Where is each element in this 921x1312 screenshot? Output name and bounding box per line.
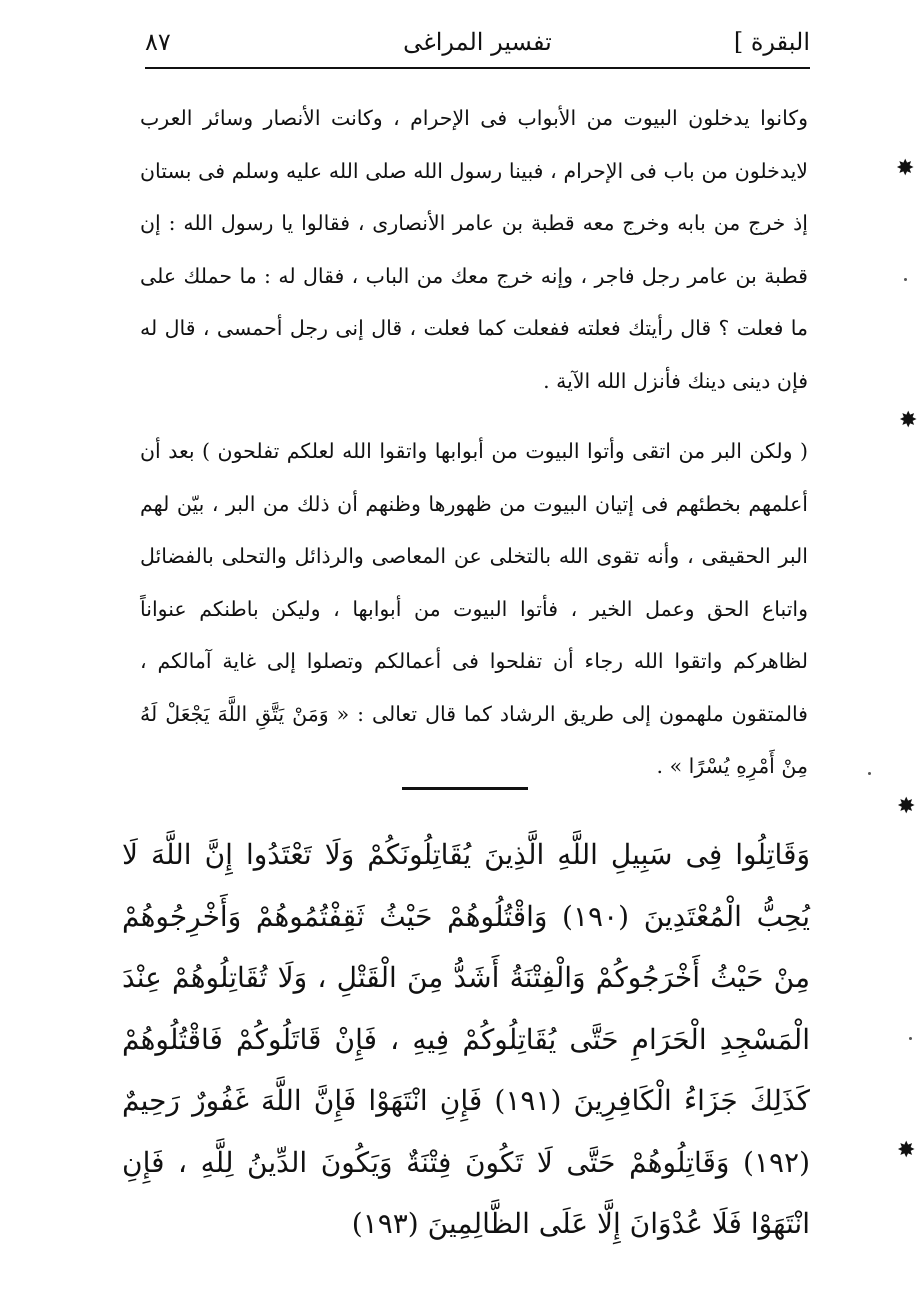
binding-hole-mark: ✸: [897, 1138, 916, 1163]
section-divider: [402, 787, 528, 790]
binding-hole-mark: ✸: [899, 408, 918, 433]
paper-speck: [904, 278, 907, 281]
paper-speck: [909, 1037, 912, 1040]
page-header: [145, 26, 810, 66]
page-number: ٨٧: [145, 28, 171, 56]
book-title: تفسير المراغى: [403, 28, 552, 56]
surah-name: البقرة ]: [733, 28, 810, 56]
paper-speck: [868, 772, 871, 775]
binding-hole-mark: ✸: [897, 794, 916, 819]
header-divider: [145, 67, 810, 69]
binding-hole-mark: ✸: [896, 156, 915, 181]
quran-verse-block: وَقَاتِلُوا فِى سَبِيلِ اللَّهِ الَّذِينَ يُقَاتِلُونَكُمْ وَلَا تَعْتَدُوا إِنَّ اللَّهَ لَا يُحِبُّ الْمُعْتَدِينَ (١٩٠) وَاقْتُلُوهُمْ حَيْثُ ثَقِفْتُمُوهُمْ وَأَخْرِجُوهُمْ مِنْ حَيْثُ أَخْرَجُوكُمْ وَالْفِتْنَةُ أَشَدُّ مِنَ الْقَتْلِ ، وَلَا تُقَاتِلُوهُمْ عِنْدَ الْمَسْجِدِ الْحَرَامِ حَتَّى يُقَاتِلُوكُمْ فِيهِ ، فَإِنْ قَاتَلُوكُمْ فَاقْتُلُوهُمْ كَذَلِكَ جَزَاءُ الْكَافِرِينَ (١٩١) فَإِنِ انْتَهَوْا فَإِنَّ اللَّهَ غَفُورٌ رَحِيمٌ (١٩٢) وَقَاتِلُوهُمْ حَتَّى لَا تَكُونَ فِتْنَةٌ وَيَكُونَ الدِّينُ لِلَّهِ ، فَإِنِ انْتَهَوْا فَلَا عُدْوَانَ إِلَّا عَلَى الظَّالِمِينَ (١٩٣): [122, 838, 810, 1240]
commentary-paragraph-1: وكانوا يدخلون البيوت من الأبواب فى الإحرام ، وكانت الأنصار وسائر العرب لايدخلون من باب فى الإحرام ، فبينا رسول الله صلى الله عليه وسلم فى بستان إذ خرج من بابه وخرج معه قطبة بن عامر الأنصارى ، فقالوا يا رسول الله : إن قطبة بن عامر رجل فاجر ، وإنه خرج معك من الباب ، فقال له : ما حملك على ما فعلت ؟ قال رأيتك فعلته ففعلت كما فعلت ، قال إنى رجل أحمسى ، قال له فإن دينى دينك فأنزل الله الآية .: [140, 106, 808, 393]
commentary-paragraph-2: ( ولكن البر من اتقى وأتوا البيوت من أبوابها واتقوا الله لعلكم تفلحون ) بعد أن أعلمهم بخطئهم فى إتيان البيوت من ظهورها وظنهم أن ذلك من البر ، بيّن لهم البر الحقيقى ، وأنه تقوى الله بالتخلى عن المعاصى والرذائل والتحلى بالفضائل واتباع الحق وعمل الخير ، فأتوا البيوت من أبوابها ، وليكن باطنكم عنواناً لظاهركم واتقوا الله رجاء أن تفلحوا فى أعمالكم وتصلوا إلى غاية آمالكم ، فالمتقون ملهمون إلى طريق الرشاد كما قال تعالى : « وَمَنْ يَتَّقِ اللَّهَ يَجْعَلْ لَهُ مِنْ أَمْرِهِ يُسْرًا » .: [140, 439, 808, 778]
